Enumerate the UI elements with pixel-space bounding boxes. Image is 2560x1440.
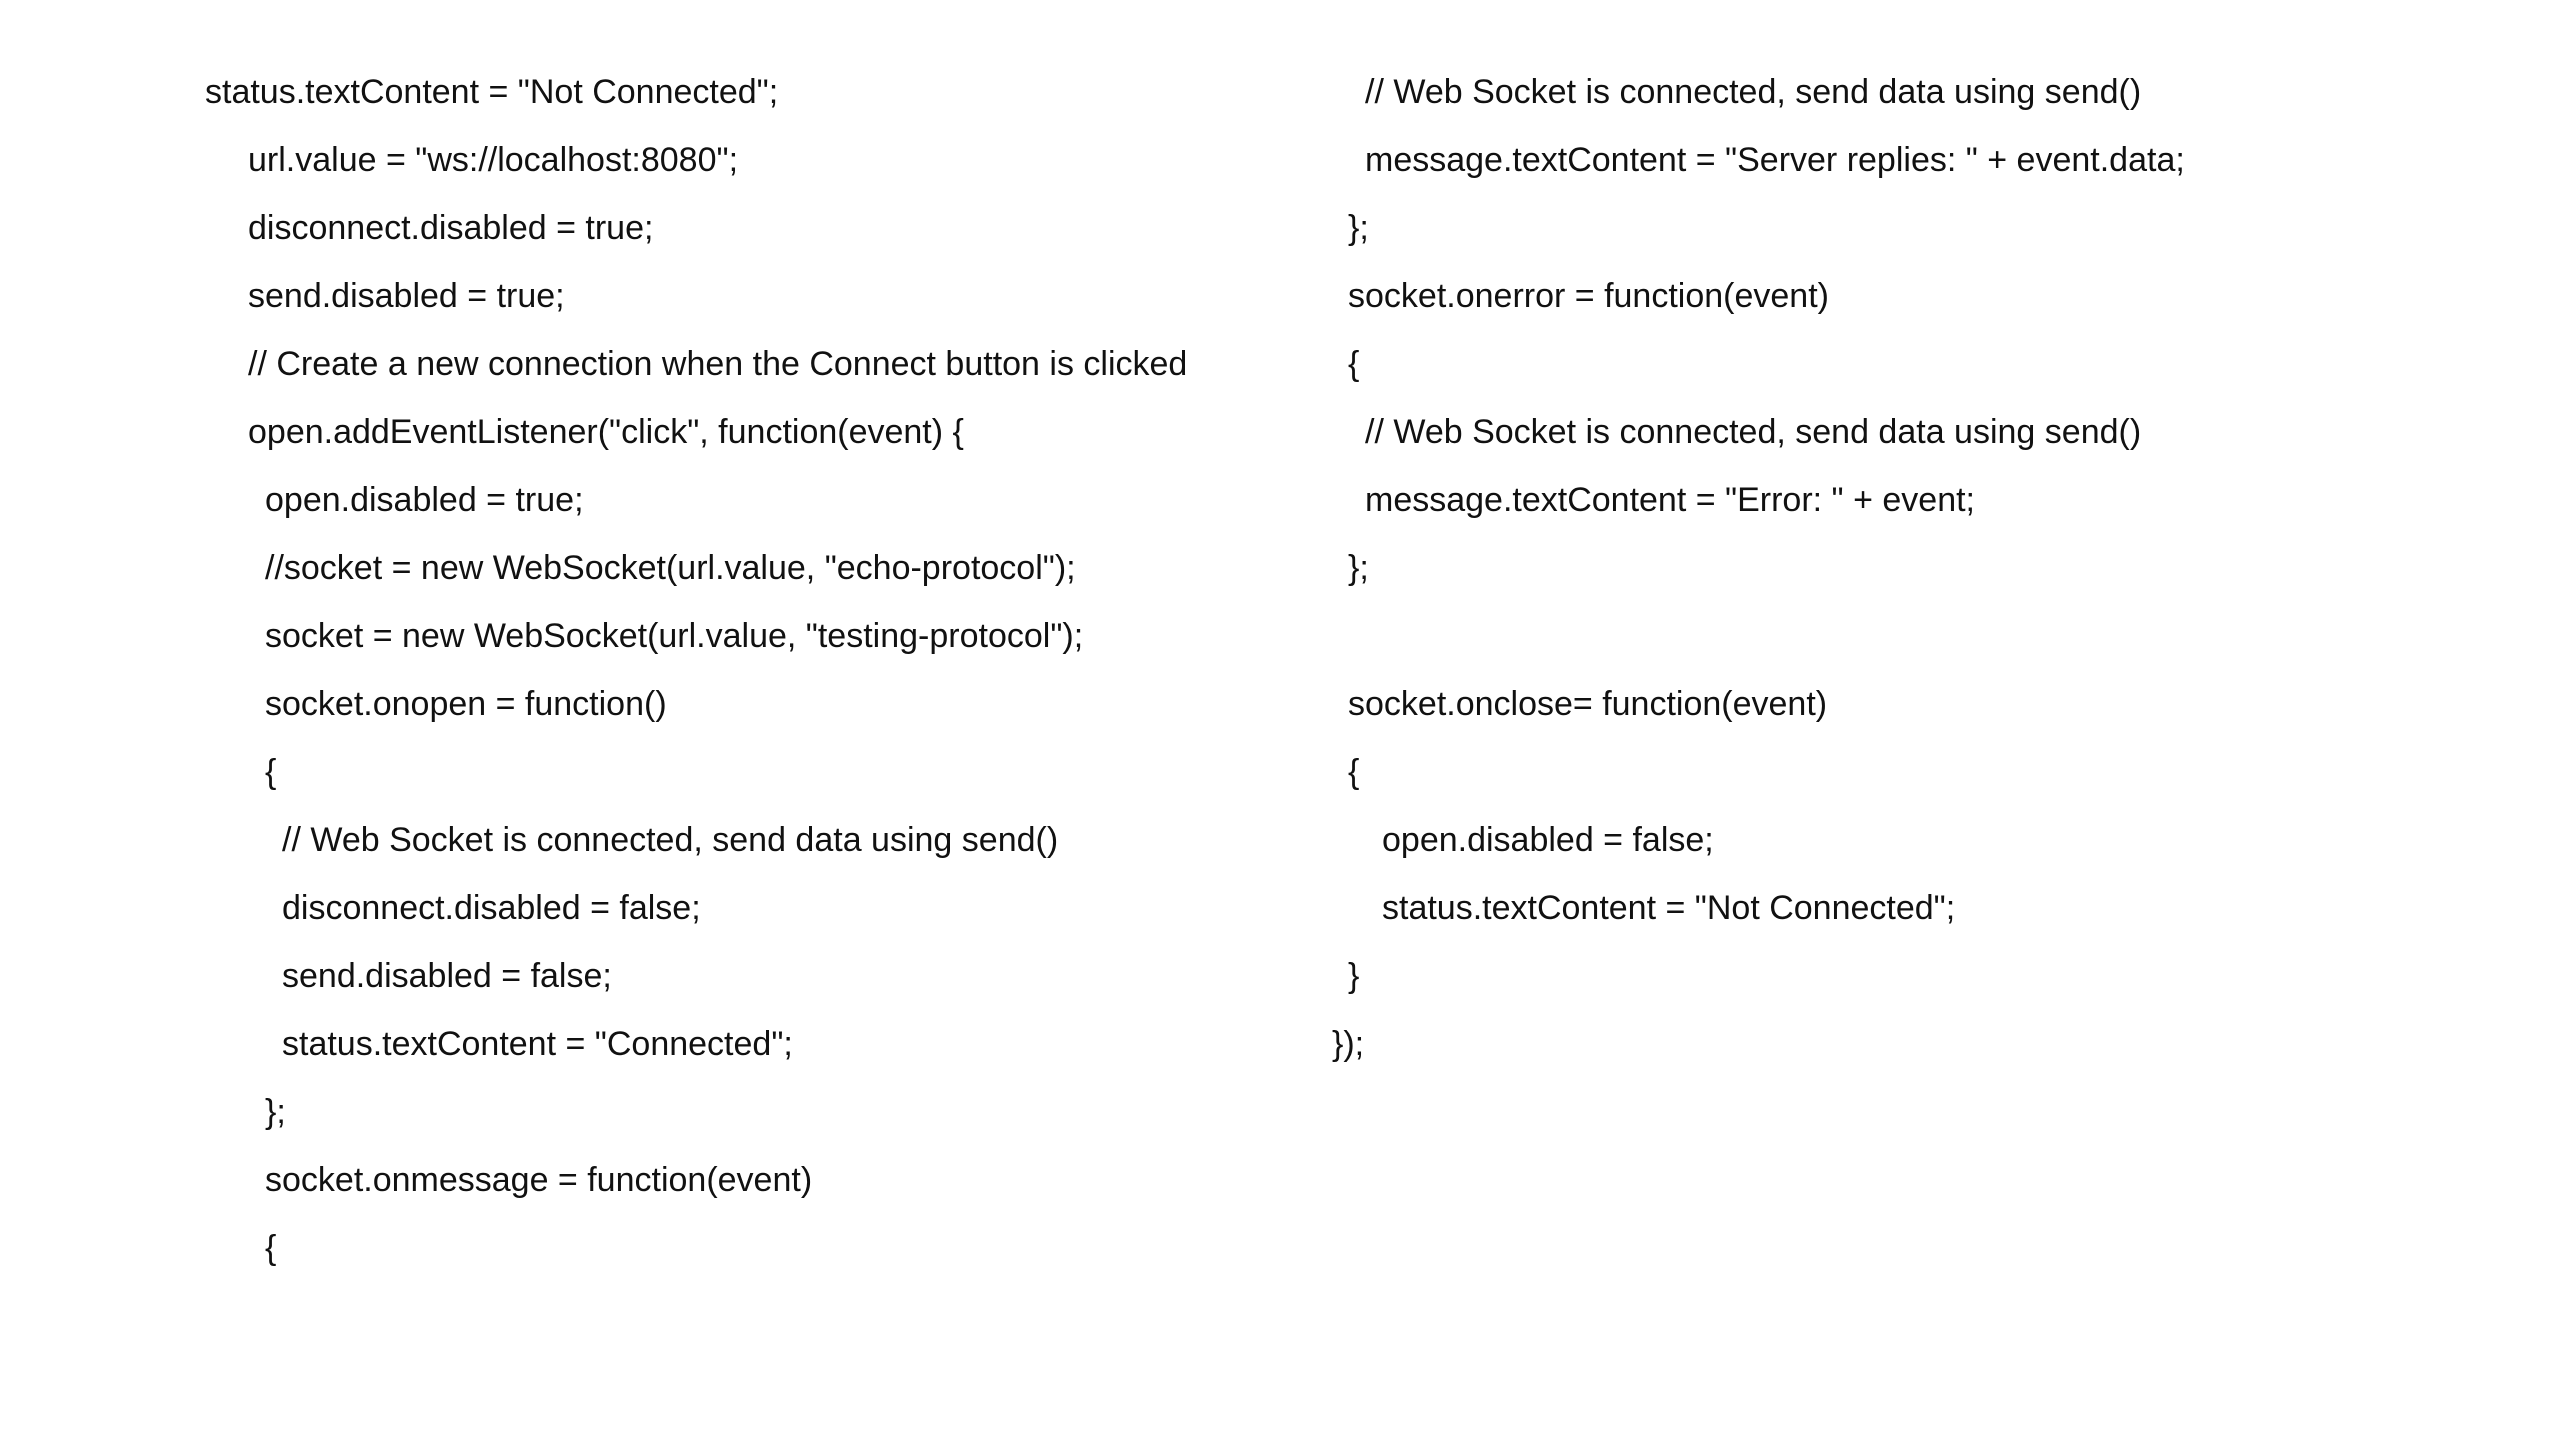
code-line: { [1348,345,1360,383]
code-line: send.disabled = true; [248,277,565,315]
code-line: status.textContent = "Not Connected"; [1382,889,1956,927]
code-line: //socket = new WebSocket(url.value, "echo-protocol"); [265,549,1076,587]
code-line: { [265,1229,277,1267]
code-line: // Create a new connection when the Connect button is clicked [248,345,1188,383]
code-line: }; [1348,549,1369,587]
code-line: send.disabled = false; [282,957,612,995]
code-line: }); [1332,1025,1365,1063]
code-line: status.textContent = "Not Connected"; [205,73,779,111]
code-column-left [205,70,1305,1294]
code-line: }; [265,1093,286,1131]
code-line: socket = new WebSocket(url.value, "testing-protocol"); [265,617,1084,655]
code-line: // Web Socket is connected, send data using send() [282,821,1059,859]
code-line: url.value = "ws://localhost:8080"; [248,141,739,179]
code-line: message.textContent = "Server replies: " + event.data; [1365,141,2185,179]
code-line: // Web Socket is connected, send data using send() [1365,73,2142,111]
code-line: disconnect.disabled = false; [282,889,701,927]
code-line [1348,614,2448,682]
code-line: disconnect.disabled = true; [248,209,654,247]
code-line: socket.onmessage = function(event) [265,1161,813,1199]
code-line: open.disabled = true; [265,481,584,519]
code-line: open.addEventListener("click", function(event) { [248,413,964,451]
code-line: socket.onclose= function(event) [1348,685,1828,723]
code-line: socket.onerror = function(event) [1348,277,1829,315]
code-line: open.disabled = false; [1382,821,1714,859]
code-line: // Web Socket is connected, send data using send() [1365,413,2142,451]
code-line: }; [1348,209,1369,247]
code-line: } [1348,957,1360,995]
code-line: { [265,753,277,791]
code-line: message.textContent = "Error: " + event; [1365,481,1975,519]
code-line: status.textContent = "Connected"; [282,1025,793,1063]
code-column-right [1332,70,2448,1090]
code-line: { [1348,753,1360,791]
code-line: socket.onopen = function() [265,685,667,723]
